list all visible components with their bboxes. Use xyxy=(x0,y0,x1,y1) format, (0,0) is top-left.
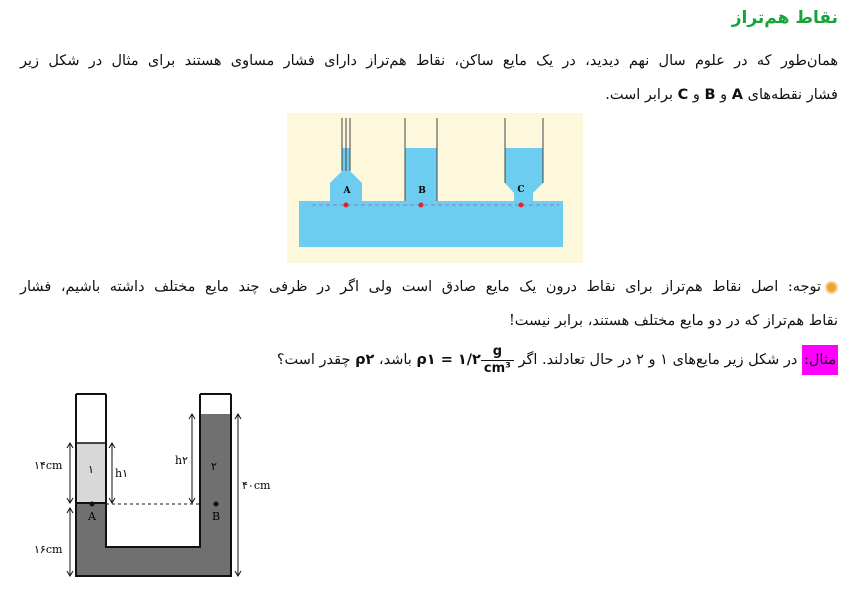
and-text: و xyxy=(692,87,700,103)
lightbulb-icon xyxy=(825,281,838,294)
point-b-label: B xyxy=(704,87,716,103)
u-tube-figure xyxy=(30,388,310,588)
point-c xyxy=(519,203,524,208)
rho2-symbol: ρ۲ xyxy=(355,352,375,368)
h1-label: h۱ xyxy=(115,467,128,480)
example-question xyxy=(277,340,838,380)
dim-16-label: ۱۶cm xyxy=(34,543,63,556)
rho1-value: ρ۱ = ۱/۲ $\frac{g}{\text{cm³}}$ xyxy=(416,340,513,380)
dim-16-dimension xyxy=(67,508,73,576)
fig1-label-a: A xyxy=(343,186,351,196)
point-a-label: A xyxy=(731,87,744,103)
and-text: و xyxy=(720,87,728,103)
dim-40-label: ۴۰cm xyxy=(242,479,271,492)
dim-14-label: ۱۴cm xyxy=(34,459,63,472)
h2-dimension xyxy=(189,414,195,503)
point-a-label: A xyxy=(88,510,96,523)
example-text: باشد، xyxy=(378,352,412,368)
point-b xyxy=(214,502,219,507)
intro-text: فشار نقطه‌های xyxy=(747,87,838,103)
intro-line-1: همان‌طور که در علوم سال نهم دیدید، در یک مایع ساکن، نقاط هم‌تراز دارای فشار مساوی هستند برای مثال در شکل زیر xyxy=(20,53,838,69)
point-a xyxy=(90,502,95,507)
dim-14-dimension xyxy=(67,443,73,503)
h2-label: h۲ xyxy=(175,454,188,467)
point-c-label: C xyxy=(677,87,689,103)
note-line-2: نقاط هم‌تراز که در دو مایع مختلف هستند، برابر نیست! xyxy=(508,313,838,329)
fig1-label-b: B xyxy=(418,186,426,196)
note-text: توجه: اصل نقاط هم‌تراز برای نقاط درون یک مایع صادق است ولی اگر در ظرفی چند مایع مختلف داشته باشیم، فشار xyxy=(20,279,821,295)
note-paragraph xyxy=(20,270,838,338)
example-text: در شکل زیر مایع‌های ۱ و ۲ در حال تعادلند. اگر xyxy=(518,352,798,368)
point-b xyxy=(419,203,424,208)
example-text: چقدر است؟ xyxy=(276,352,351,368)
note-line-1 xyxy=(20,270,838,304)
point-b-label: B xyxy=(211,510,221,523)
section-title: نقاط هم‌تراز xyxy=(731,8,838,28)
density-unit: $\frac{g}{\text{cm³}}$ xyxy=(481,344,514,377)
u-tube-inner-gap xyxy=(106,503,200,547)
point-a xyxy=(344,203,349,208)
intro-text: برابر است. xyxy=(605,87,673,103)
example-label: مثال: xyxy=(802,345,838,375)
equal-level-figure xyxy=(287,113,583,263)
intro-paragraph xyxy=(20,44,838,112)
liquid-1-label: ۱ xyxy=(88,463,94,476)
liquid-2-label: ۲ xyxy=(211,460,217,473)
dim-40-dimension xyxy=(235,414,241,576)
fig1-label-c: C xyxy=(517,185,525,195)
intro-line-2 xyxy=(20,78,838,112)
